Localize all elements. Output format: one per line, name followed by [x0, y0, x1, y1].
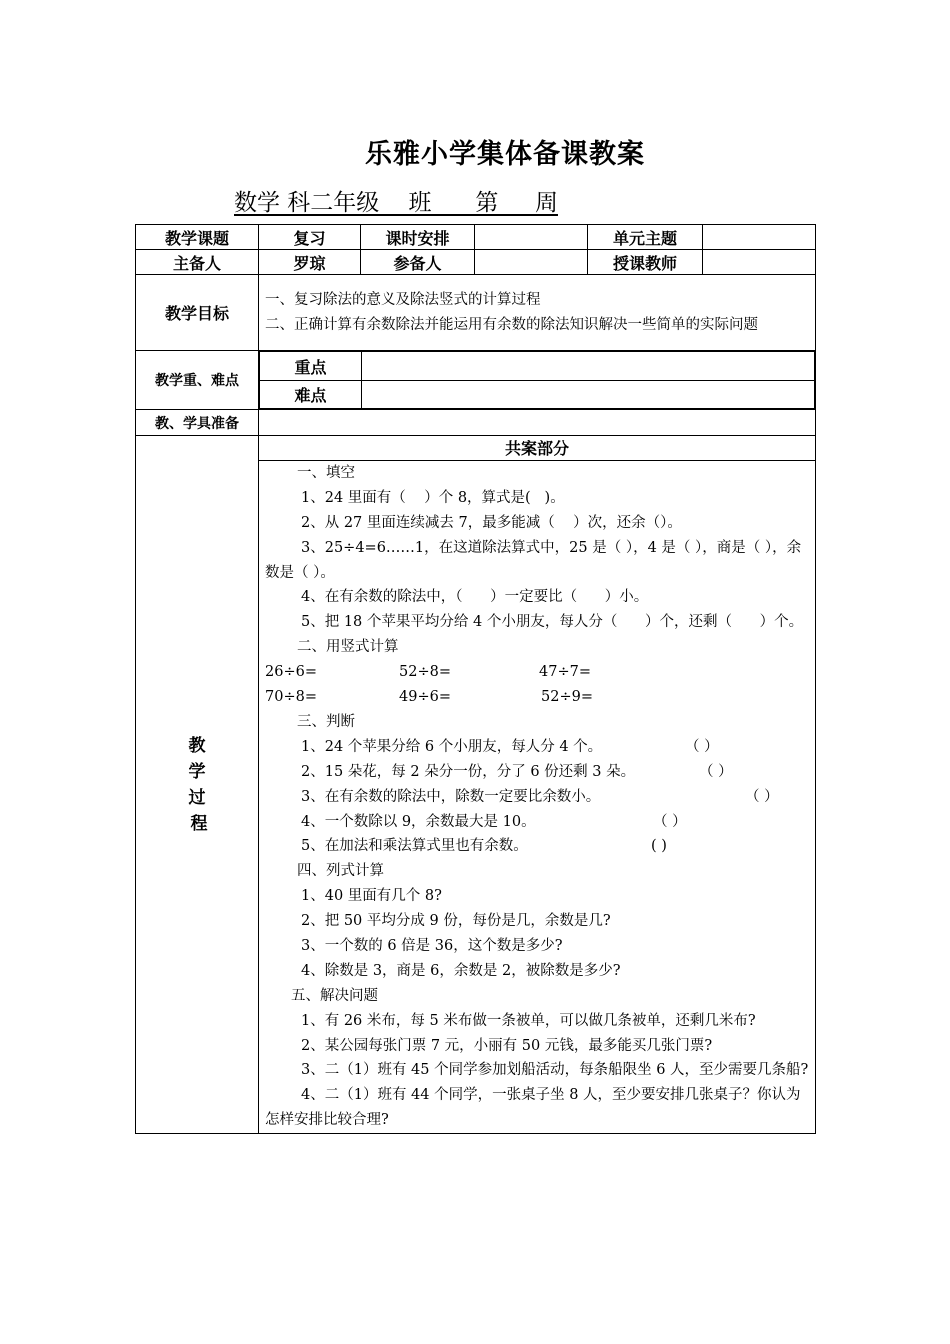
- judge-text: 4、一个数除以 9，余数最大是 10。: [301, 813, 536, 830]
- judge-text: 2、15 朵花，每 2 朵分一份，分了 6 份还剩 3 朵。: [301, 763, 636, 780]
- fill-item-2: 2、从 27 里面连续减去 7，最多能减（ ）次，还余（）。: [301, 514, 682, 531]
- keypoints-content: [259, 351, 816, 410]
- page-subtitle: [234, 184, 558, 217]
- page-title: 乐雅小学集体备课教案: [365, 139, 645, 170]
- process-char-1: 教: [188, 735, 206, 756]
- key-value: [362, 352, 815, 381]
- solve-item-1: 1、有 26 米布，每 5 米布做一条被单，可以做几条被单，还剩几米布?: [301, 1012, 756, 1029]
- section-calc-heading: 二、用竖式计算: [297, 639, 399, 656]
- schedule-label: 课时安排: [361, 225, 475, 250]
- judge-mark: （ ）: [745, 788, 779, 805]
- goal-2: 二、正确计算有余数除法并能运用有余数的除法知识解决一些简单的实际问题: [265, 316, 758, 333]
- lead-preparer-value: 罗琼: [259, 250, 361, 275]
- shared-content: [259, 461, 815, 1133]
- section-fill-heading: 一、填空: [297, 465, 355, 481]
- solve-item-3: 3、二（1）班有 45 个同学参加划船活动，每条船限坐 6 人，至少需要几条船?: [301, 1062, 809, 1079]
- compute-item-4: 4、除数是 3，商是 6，余数是 2，被除数是多少?: [301, 962, 621, 979]
- calc-item: 49÷6=: [399, 689, 451, 706]
- unit-theme-label: 单元主题: [588, 225, 703, 250]
- header-row-2: [136, 250, 816, 275]
- co-preparer-value: [475, 250, 588, 275]
- fill-item-4: 4、在有余数的除法中，（ ）一定要比（ ）小。: [301, 589, 649, 606]
- judge-text: 1、24 个苹果分给 6 个小朋友，每人分 4 个。: [301, 738, 603, 755]
- shared-section-title: 共案部分: [259, 436, 815, 461]
- judge-mark: （ ）: [653, 813, 687, 830]
- judge-item-3: [265, 785, 809, 810]
- judge-item-5: [265, 834, 809, 859]
- calc-item: 70÷8=: [265, 689, 317, 706]
- lesson-plan-table: [135, 224, 816, 1134]
- unit-theme-value: [703, 225, 816, 250]
- judge-item-2: [265, 760, 809, 785]
- judge-item-1: [265, 735, 809, 760]
- section-compute-heading: 四、列式计算: [297, 863, 384, 880]
- judge-item-4: [265, 810, 809, 835]
- calc-item: 52÷8=: [399, 664, 451, 681]
- goals-row: [136, 275, 816, 351]
- difficult-row: [260, 381, 815, 409]
- judge-text: 3、在有余数的除法中，除数一定要比余数小。: [301, 788, 601, 805]
- prep-row: [136, 410, 816, 436]
- fill-item-1: 1、24 里面有（ ）个 8，算式是( )。: [301, 489, 565, 506]
- calc-item: 47÷7=: [539, 664, 591, 681]
- topic-label: 教学课题: [136, 225, 259, 250]
- calc-row-1: [265, 660, 809, 685]
- keypoints-inner: [259, 351, 815, 409]
- difficult-value: [362, 381, 815, 409]
- section-judge-heading: 三、判断: [297, 713, 355, 730]
- difficult-label: 难点: [260, 381, 362, 409]
- schedule-value: [475, 225, 588, 250]
- judge-text: 5、在加法和乘法算式里也有余数。: [301, 838, 528, 855]
- compute-item-1: 1、40 里面有几个 8?: [301, 888, 442, 905]
- process-char-4: 程: [190, 813, 208, 834]
- process-char-3: 过: [188, 787, 206, 808]
- co-preparer-label: 参备人: [361, 250, 475, 275]
- judge-mark: （ ）: [699, 763, 733, 780]
- process-label: [136, 436, 259, 1134]
- process-content: [259, 436, 816, 1134]
- keypoints-label: 教学重、难点: [136, 351, 259, 410]
- process-row: [136, 436, 816, 1134]
- goals-content: [259, 275, 816, 351]
- compute-item-3: 3、一个数的 6 倍是 36，这个数是多少?: [301, 937, 563, 954]
- prep-value: [259, 410, 816, 436]
- calc-row-2: [265, 685, 809, 710]
- lead-preparer-label: 主备人: [136, 250, 259, 275]
- section-solve-heading: 五、解决问题: [291, 987, 378, 1004]
- key-row: [260, 352, 815, 381]
- key-label: 重点: [260, 352, 362, 381]
- judge-mark: （ ）: [685, 738, 719, 755]
- compute-item-2: 2、把 50 平均分成 9 份，每份是几，余数是几?: [301, 913, 611, 930]
- goal-1: 一、复习除法的意义及除法竖式的计算过程: [265, 291, 541, 308]
- process-char-2: 学: [188, 761, 206, 782]
- solve-item-2: 2、某公园每张门票 7 元，小丽有 50 元钱，最多能买几张门票?: [301, 1037, 713, 1054]
- judge-mark: ( ): [651, 838, 667, 855]
- fill-item-5: 5、把 18 个苹果平均分给 4 个小朋友，每人分（ ）个，还剩（ ）个。: [301, 614, 804, 631]
- topic-value: 复习: [259, 225, 361, 250]
- keypoints-row: [136, 351, 816, 410]
- goals-label: 教学目标: [136, 275, 259, 351]
- subtitle-text: 数学 科二年级 班 第 周: [234, 190, 558, 216]
- fill-item-3: 3、25÷4=6……1，在这道除法算式中，25 是（ ），4 是（ ），商是（ ），余数是（ ）。: [265, 539, 802, 581]
- teacher-value: [703, 250, 816, 275]
- calc-item: 26÷6=: [265, 664, 317, 681]
- calc-item: 52÷9=: [541, 689, 593, 706]
- header-row-1: [136, 225, 816, 250]
- prep-label: 教、学具准备: [136, 410, 259, 436]
- solve-item-4: 4、二（1）班有 44 个同学，一张桌子坐 8 人，至少要安排几张桌子？你认为怎样安排比较合理?: [265, 1087, 801, 1129]
- teacher-label: 授课教师: [588, 250, 703, 275]
